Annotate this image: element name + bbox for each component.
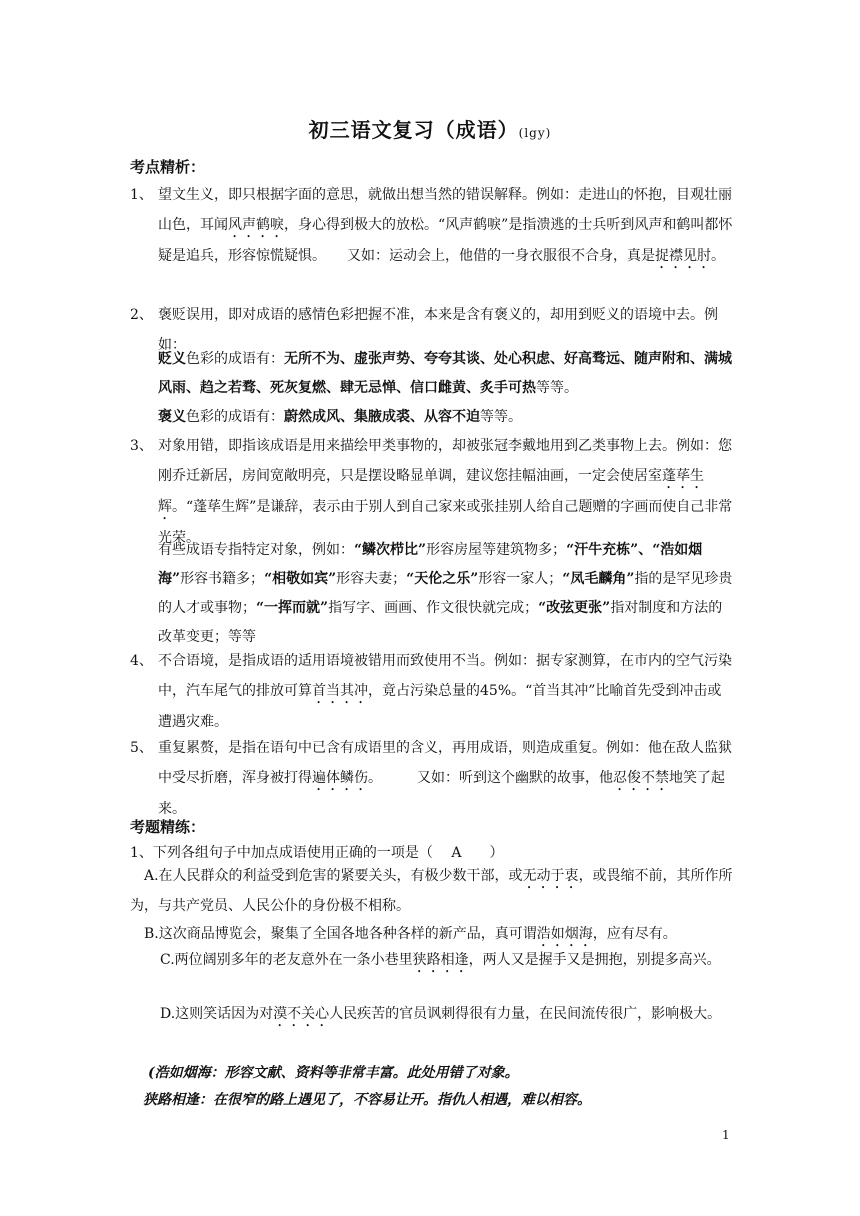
- derogatory-idioms-paragraph: [158, 345, 735, 403]
- option-text: ，两人又是握手又是拥抱，别提多高兴。: [468, 952, 721, 968]
- bold-idiom: “汗牛充栋”、“浩如烟海”: [158, 542, 703, 587]
- analysis-item-4: [130, 646, 735, 737]
- option-text: A.在人民群众的利益受到危害的紧要关头，有极少数干部，或: [144, 868, 523, 884]
- specific-object-paragraph: [158, 536, 735, 652]
- item-text: 形容书籍多；: [180, 571, 265, 587]
- item-text: ，竟占污染总量的45%。“首当其冲”比喻首先受到冲击或遭遇灾难。: [158, 683, 722, 730]
- dotted-idiom: 浩如烟海: [536, 926, 593, 942]
- analysis-item-5: [130, 733, 735, 824]
- title-suffix: (lgy): [518, 126, 552, 140]
- derogatory-label: 贬义: [158, 351, 186, 367]
- item-number: 3、: [130, 438, 153, 454]
- item-text: 望文生义，即只根据字面的意思，就做出想当然的错误解释。例如：走进山的怀抱，目观壮丽山色，耳闻: [158, 187, 732, 233]
- bold-idiom: “相敬如宾”: [264, 571, 337, 587]
- option-c: [130, 944, 735, 976]
- dotted-idiom: 捉襟见肘: [655, 248, 711, 264]
- item-text: 指写字、画画、作文很快就完成；: [328, 600, 539, 616]
- item-text: 。: [711, 248, 725, 264]
- answer-note-2: 狭路相逢：在很窄的路上遇见了，不容易让开。指仇人相遇，难以相容。: [143, 1092, 591, 1108]
- item-number: 4、: [130, 653, 153, 669]
- item-text: 。 又如：听到这个幽默的故事，他: [368, 770, 613, 786]
- item-text: 形容夫妻；: [336, 571, 407, 587]
- option-d: [130, 998, 735, 1030]
- item-text: 褒贬误用，即对成语的感情色彩把握不准，本来是含有褒义的，却用到贬义的语境中去。例如：: [158, 307, 718, 353]
- option-text: B.这次商品博览会，聚集了全国各地各种各样的新产品，真可谓: [144, 926, 537, 942]
- question-stem: 1、下列各组句子中加点成语使用正确的一项是（ A ）: [130, 845, 504, 861]
- analysis-item-1: [130, 180, 735, 272]
- item-number: 5、: [130, 740, 153, 756]
- item-text: 形容房屋等建筑物多；: [426, 542, 567, 558]
- commendatory-idioms-paragraph: [158, 403, 735, 432]
- item-text: 色彩的成语有：: [186, 409, 284, 425]
- item-body: [158, 180, 735, 272]
- item-text: 色彩的成语有：: [186, 351, 284, 367]
- dotted-idiom: 忍俊不禁: [613, 770, 669, 786]
- dotted-idiom: 无动于衷: [522, 868, 579, 884]
- dotted-idiom: 遍体鳞伤: [312, 770, 368, 786]
- dotted-idiom: 狭路相逢: [412, 952, 469, 968]
- bold-idiom: “一挥而就”: [256, 600, 329, 616]
- item-number: 2、: [130, 307, 153, 323]
- item-text: 不合语境，是指成语的适用语境被错用而致使用不当。例如：据专家测算，在市内的空气污染中，汽车尾气的排放可算: [158, 653, 732, 699]
- bold-idiom: “凤毛麟角”: [562, 571, 635, 587]
- section-heading-practice: 考题精练：: [130, 818, 206, 836]
- dotted-idiom: 蓬荜生辉: [158, 468, 704, 515]
- item-number: 1、: [130, 187, 153, 203]
- section-heading-analysis: 考点精析：: [130, 158, 206, 176]
- option-a: [130, 862, 735, 921]
- commendatory-idiom-list: 蔚然成风、集腋成裘、从容不迫: [284, 409, 480, 425]
- item-body: [158, 646, 735, 737]
- item-text: 指对制度和方法的改革变更；等等: [158, 600, 723, 645]
- item-text: 形容一家人；: [478, 571, 563, 587]
- dotted-idiom: 漠不关心: [273, 1006, 330, 1022]
- option-text: 人民疾苦的官员讽刺得很有力量，在民间流传很广，影响极大。: [329, 1006, 722, 1022]
- item-body: [158, 733, 735, 824]
- title-text: 初三语文复习（成语）: [308, 118, 519, 142]
- analysis-item-3: [130, 431, 735, 553]
- derogatory-idiom-list: 无所不为、虚张声势、夸夸其谈、处心积虑、好高骛远、随声附和、满城风雨、趋之若骛、死灰复燃、肆无忌惮、信口雌黄、炙手可热: [158, 351, 732, 396]
- item-text: 等等。: [480, 409, 522, 425]
- option-text: ，或畏缩不前，其所作所为，与共产党员、人民公仆的身份极不相称。: [130, 868, 733, 914]
- page-title: [0, 114, 860, 143]
- item-text: ，身心得到极大的放松。“风声鹤唳”是指溃逃的士兵听到风声和鹤叫都怀疑是追兵，形容惊慌疑惧。 又如：运动会上，他借的一身衣服很不合身，真是: [158, 217, 733, 264]
- bold-idiom: “鳞次栉比”: [354, 542, 427, 558]
- commendatory-label: 褒义: [158, 409, 186, 425]
- dotted-idiom: 首当其冲: [312, 683, 368, 699]
- page-number: 1: [722, 1128, 730, 1142]
- item-text: 指的是罕见珍贵的人才或事物；: [158, 571, 733, 616]
- bold-idiom: “改弦更张”: [538, 600, 611, 616]
- option-text: ，应有尽有。: [592, 926, 677, 942]
- item-text: 有些成语专指特定对象，例如：: [158, 542, 354, 558]
- option-text: D.这则笑话因为对: [160, 1006, 274, 1022]
- bold-idiom: “天伦之乐”: [406, 571, 479, 587]
- item-body: [158, 431, 735, 553]
- item-text: 地笑了起来。: [158, 770, 725, 817]
- dotted-idiom: 风声鹤唳: [228, 217, 284, 233]
- item-text: 对象用错，即指该成语是用来描绘甲类事物的，却被张冠李戴地用到乙类事物上去。例如：您刚乔迁新居，房间宽敞明亮，只是摆设略显单调，建议您挂幅油画，一定会使居室: [158, 438, 732, 484]
- answer-note-1: (浩如烟海：形容文献、资料等非常丰富。此处用错了对象。: [148, 1065, 519, 1081]
- item-text: 等等。: [536, 380, 578, 396]
- item-text: 重复累赘，是指在语句中已含有成语里的含义，再用成语，则造成重复。例如：他在敌人监狱中受尽折磨，浑身被打得: [158, 740, 732, 786]
- option-text: C.两位阔别多年的老友意外在一条小巷里: [160, 952, 413, 968]
- item-text: 。“蓬荜生辉”是谦辞，表示由于别人到自己家来或张挂别人给自己题赠的字画而使自己非常光荣。: [158, 499, 733, 546]
